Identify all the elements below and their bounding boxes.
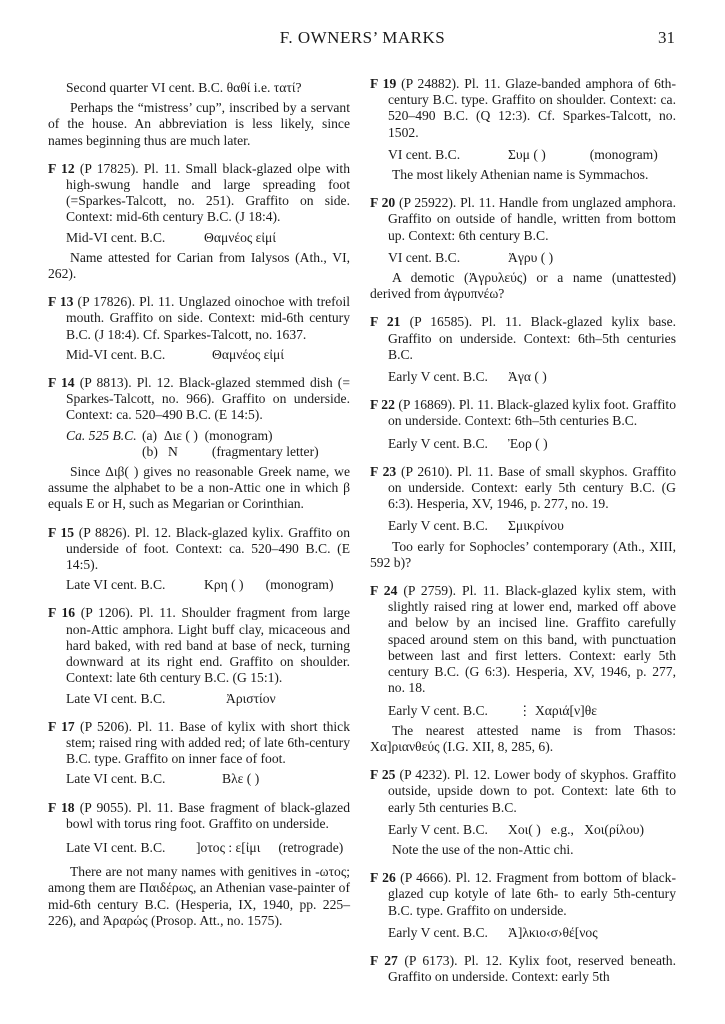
- graffito-text: Χοι( ) e.g., Χοι(ρίλου): [508, 821, 645, 837]
- entry-desc-text: (P 2610). Pl. 11. Base of small skyphos. Graffito on underside. Context: early 5th century B.C. (G 6:3). Hesperia, XV, 1946, p. 277, no. 19.: [388, 463, 676, 512]
- entry-description: [370, 397, 676, 429]
- graffito-text: Ἀγα ( ): [508, 369, 547, 385]
- entry-description: [370, 464, 676, 513]
- entry-date: Early V cent. B.C.: [388, 518, 488, 534]
- graffito-line: [48, 230, 350, 246]
- graffito-text-a: (a) Διε ( ) (monogram): [142, 427, 273, 443]
- graffito-line: [48, 577, 350, 593]
- graffito-line: [48, 691, 350, 707]
- page-number: 31: [658, 28, 675, 47]
- entry-date: Late VI cent. B.C.: [66, 577, 166, 593]
- entry-f21: [370, 314, 676, 385]
- entry-f18: [48, 800, 350, 929]
- entry-id: F 23: [370, 463, 397, 479]
- entry-f17: [48, 719, 350, 788]
- entry-description: [48, 605, 350, 686]
- entry-note: The most likely Athenian name is Symmachos.: [392, 167, 649, 183]
- entry-note: Note the use of the non-Attic chi.: [392, 841, 574, 857]
- entry-desc-text: (P 2759). Pl. 11. Black-glazed kylix stem, with slightly raised ring at lower end, marked off above and below by an incised line. Graffito carefully spaced around stem on this band, with punctuation between last and first letters. Context: early 5th century B.C. (G 6:3). Hesperia, XV, 1946, p. 277, no. 18.: [388, 583, 676, 696]
- entry-date: Early V cent. B.C.: [388, 435, 488, 451]
- graffito-text: Βλε ( ): [222, 771, 260, 787]
- entry-date: Late VI cent. B.C.: [66, 839, 166, 855]
- entry-desc-text: (P 9055). Pl. 11. Base fragment of black-glazed bowl with torus ring foot. Graffito on underside.: [66, 799, 351, 831]
- entry-f26: [370, 870, 676, 941]
- entry-note: Perhaps the “mistress’ cup”, inscribed by a servant of the house. An abbreviation is less likely, since names beginning thus are much later.: [48, 100, 350, 148]
- entry-f20: [370, 195, 676, 302]
- entry-id: F 18: [48, 799, 75, 815]
- entry-id: F 27: [370, 952, 398, 968]
- entry-id: F 25: [370, 767, 396, 783]
- entry-description: [370, 583, 676, 696]
- entry-description: [370, 870, 676, 919]
- graffito-note: (monogram): [589, 146, 658, 162]
- graffito-text: Ἐορ ( ): [508, 435, 548, 451]
- entry-description: [370, 195, 676, 244]
- entry-date: Mid-VI cent. B.C.: [66, 346, 166, 362]
- entry-continued: [48, 80, 350, 149]
- graffito-text: Ἀγρυ ( ): [508, 249, 554, 265]
- entry-description: [370, 76, 676, 141]
- entry-date: Mid-VI cent. B.C.: [66, 229, 166, 245]
- entry-description: [48, 294, 350, 343]
- entry-desc-text: (P 16869). Pl. 11. Black-glazed kylix foot. Graffito on underside. Context: 6th–5th centuries B.C.: [388, 397, 676, 429]
- entry-date: VI cent. B.C.: [388, 249, 461, 265]
- page-header: [0, 28, 725, 58]
- entry-id: F 22: [370, 397, 395, 413]
- entry-desc-text: (P 4666). Pl. 12. Fragment from bottom of black-glazed cup kotyle of late 6th- to early 5th-century B.C. type. Graffito on underside.: [388, 870, 676, 918]
- entry-date: Early V cent. B.C.: [388, 924, 488, 940]
- entry-id: F 14: [48, 375, 75, 391]
- graffito-line: [48, 771, 350, 787]
- entry-id: F 12: [48, 160, 75, 176]
- entry-id: F 24: [370, 583, 398, 599]
- entry-note: There are not many names with genitives in -ωτος; among them are Παιδέρως, an Athenian vase-painter of mid-6th century B.C. (Hesperia, IX, 1940, pp. 225–226), and Ἀραρώς (Prosop. Att., no. 1575).: [48, 864, 350, 928]
- graffito-text: Θαμνέος εἰμί: [204, 229, 276, 245]
- entry-id: F 26: [370, 870, 396, 886]
- graffito-line: [370, 250, 676, 266]
- graffito-line: [370, 703, 676, 719]
- graffito-line: [370, 822, 676, 838]
- entry-id: F 15: [48, 524, 75, 540]
- graffito-line: [48, 840, 350, 856]
- graffito-line: [48, 444, 350, 460]
- entry-description: [370, 953, 676, 985]
- graffito-note: (retrograde): [278, 839, 344, 855]
- entry-description: [48, 525, 350, 574]
- graffito-text: ⋮ Χαριά[ν]θε: [518, 702, 597, 718]
- graffito-text: Σμικρίνου: [508, 518, 564, 534]
- graffito-line: [48, 428, 350, 444]
- entry-desc-text: (P 4232). Pl. 12. Lower body of skyphos. Graffito outside, upside down to pot. Context: late 6th to early 5th centuries B.C.: [388, 767, 676, 815]
- entry-f23: [370, 464, 676, 571]
- entry-f14: [48, 375, 350, 513]
- entry-desc-text: (P 25922). Pl. 11. Handle from unglazed amphora. Graffito on outside of handle, written from bottom up. Context: 6th century B.C.: [388, 195, 676, 243]
- entry-desc-text: (P 5206). Pl. 11. Base of kylix with short thick stem; raised ring with added red; of late 6th-century B.C. type. Graffito on inner face of foot.: [66, 718, 351, 767]
- graffito-text: Συμ ( ): [508, 146, 546, 162]
- entry-f16: [48, 605, 350, 706]
- spacer: [66, 444, 142, 460]
- entry-f13: [48, 294, 350, 363]
- entry-desc-text: (P 24882). Pl. 11. Glaze-banded amphora of 6th-century B.C. type. Graffito on shoulder. Context: ca. 520–490 B.C. (Q 12:3). Cf. Sparkes-Talcott, no. 1502.: [388, 76, 677, 140]
- graffito-text: ]οτος : ε[ἰμι: [196, 839, 261, 855]
- left-column: [48, 76, 350, 929]
- graffito-note: (monogram): [265, 577, 334, 593]
- entry-id: F 21: [370, 314, 401, 330]
- entry-description: [48, 719, 350, 768]
- entry-note: A demotic (Ἀγρυλεύς) or a name (unattested) derived from ἀγρυπνέω?: [370, 270, 676, 302]
- entry-date: VI cent. B.C.: [388, 146, 461, 162]
- entry-description: [48, 800, 350, 832]
- entry-date: Late VI cent. B.C.: [66, 690, 166, 706]
- entry-date: Ca. 525 B.C.: [66, 427, 137, 443]
- entry-desc-text: (P 1206). Pl. 11. Shoulder fragment from large non-Attic amphora. Light buff clay, micaceous and hard baked, with red band at base of neck, turning downward at its right end. Graffito on shoulder. Context: late 6th century B.C. (G 15:1).: [66, 605, 351, 686]
- graffito-text: Θαμνέος εἰμί: [212, 346, 284, 362]
- entry-description: [370, 314, 676, 363]
- entry-id: F 20: [370, 195, 396, 211]
- entry-f25: [370, 767, 676, 858]
- entry-f22: [370, 397, 676, 452]
- entry-f27: [370, 953, 676, 985]
- graffito-line: [370, 925, 676, 941]
- entry-id: F 13: [48, 294, 74, 310]
- graffito-line: [370, 518, 676, 534]
- entry-f19: [370, 76, 676, 183]
- entry-f15: [48, 525, 350, 594]
- graffito-line: [370, 147, 676, 163]
- entry-desc-text: (P 6173). Pl. 12. Kylix foot, reserved beneath. Graffito on underside. Context: early 5th: [388, 952, 676, 985]
- running-title: F. OWNERS’ MARKS: [279, 28, 446, 47]
- graffito-text: Ἀ]λκιο‹σ›θέ[νος: [508, 924, 598, 940]
- entry-description: [48, 375, 350, 424]
- entry-date: Early V cent. B.C.: [388, 369, 488, 385]
- entry-desc-text: (P 8813). Pl. 12. Black-glazed stemmed dish (= Sparkes-Talcott, no. 966). Graffito on underside. Context: ca. 520–490 B.C. (E 14:5).: [66, 375, 350, 423]
- graffito-text: Second quarter VI cent. B.C. θαθί i.e. τατί?: [66, 80, 302, 95]
- entry-id: F 19: [370, 76, 397, 91]
- graffito-line: [48, 347, 350, 363]
- entry-date: Early V cent. B.C.: [388, 702, 488, 718]
- graffito-line: [48, 80, 350, 96]
- entry-f24: [370, 583, 676, 755]
- graffito-line: [370, 369, 676, 385]
- entry-date: Late VI cent. B.C.: [66, 771, 166, 787]
- graffito-text: Ἀριστίον: [226, 690, 276, 706]
- entry-f12: [48, 161, 350, 282]
- entry-date: Early V cent. B.C.: [388, 821, 488, 837]
- entry-id: F 17: [48, 718, 75, 734]
- entry-note: Name attested for Carian from Ialysos (Ath., VI, 262).: [48, 249, 350, 282]
- entry-note: Too early for Sophocles’ contemporary (Ath., XIII, 592 b)?: [370, 538, 676, 570]
- entry-desc-text: (P 17826). Pl. 11. Unglazed oinochoe with trefoil mouth. Graffito on side. Context: mid-6th century B.C. (J 18:4). Cf. Sparkes-Talcott, no. 1637.: [66, 294, 351, 342]
- entry-id: F 16: [48, 605, 76, 621]
- entry-desc-text: (P 16585). Pl. 11. Black-glazed kylix base. Graffito on underside. Context: 6th–5th centuries B.C.: [388, 314, 676, 362]
- entry-desc-text: (P 17825). Pl. 11. Small black-glazed olpe with high-swung handle and large spreading foot (=Sparkes-Talcott, no. 251). Graffito on side. Context: mid-6th century B.C. (J 18:4).: [66, 160, 351, 225]
- entry-desc-text: (P 8826). Pl. 12. Black-glazed kylix. Graffito on underside of foot. Context: ca. 520–490 B.C. (E 14:5).: [66, 524, 350, 573]
- graffito-line: [370, 436, 676, 452]
- graffito-text: Κρη ( ): [204, 577, 244, 593]
- entry-description: [48, 161, 350, 226]
- right-column: [370, 76, 676, 985]
- entry-note: Since Διβ( ) gives no reasonable Greek name, we assume the alphabet to be a non-Attic one in which β equals E or H, such as Megarian or Corinthian.: [48, 464, 350, 512]
- graffito-text-b: (b) Ν (fragmentary letter): [142, 443, 319, 459]
- entry-description: [370, 767, 676, 816]
- entry-note: The nearest attested name is from Thasos: Χα]ριανθεύς (I.G. XII, 8, 285, 6).: [370, 722, 676, 754]
